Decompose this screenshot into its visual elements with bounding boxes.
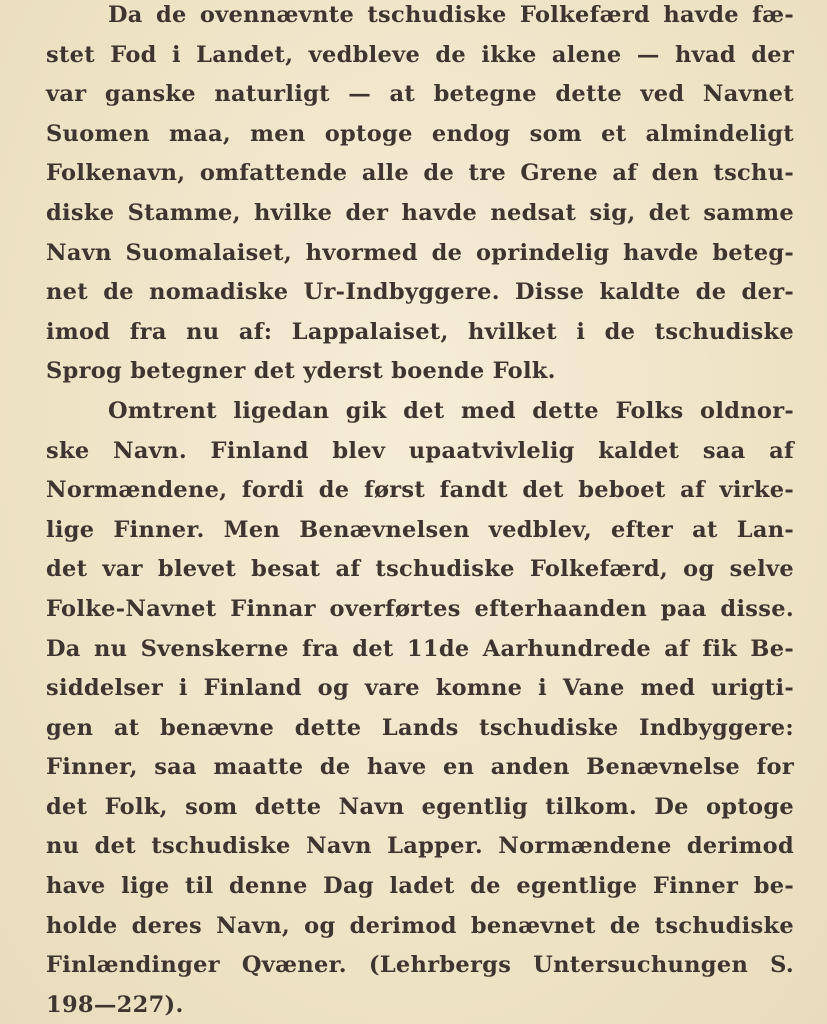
text-line: imod fra nu af: Lappalaiset, hvilket i de tschudiske (46, 318, 794, 345)
text-line: diske Stamme, hvilke der havde nedsat sig, det samme (46, 199, 794, 226)
paragraph-2 (46, 396, 794, 1024)
text-line: net de nomadiske Ur-Indbyggere. Disse kaldte de der- (46, 279, 794, 306)
text-column (46, 0, 794, 1024)
text-line: Finlændinger Qvæner. (Lehrbergs Untersuchungen S. (46, 952, 794, 979)
text-line: Navn Suomalaiset, hvormed de oprindelig havde beteg- (46, 239, 794, 266)
text-line: gen at benævne dette Lands tschudiske Indbyggere: (46, 714, 794, 741)
text-line: stet Fod i Landet, vedbleve de ikke alene — hvad der (46, 41, 794, 68)
text-line: Finner, saa maatte de have en anden Benævnelse for (46, 754, 794, 781)
text-line: 198—227). (46, 991, 184, 1018)
text-line: det Folk, som dette Navn egentlig tilkom. De optoge (46, 793, 794, 820)
paragraph-1 (46, 0, 794, 396)
text-line: det var blevet besat af tschudiske Folkefærd, og selve (46, 556, 794, 583)
text-line: Da de ovennævnte tschudiske Folkefærd havde fæ- (108, 2, 794, 28)
text-line: Normændene, fordi de først fandt det beboet af virke- (46, 477, 794, 504)
text-line: Folkenavn, omfattende alle de tre Grene af den tschu- (46, 160, 794, 187)
text-line: Suomen maa, men optoge endog som et almindeligt (46, 120, 794, 147)
text-line: siddelser i Finland og vare komne i Vane med urigti- (46, 675, 794, 702)
text-line: ske Navn. Finland blev upaatvivlelig kaldet saa af (46, 437, 794, 464)
text-line: lige Finner. Men Benævnelsen vedblev, efter at Lan- (46, 516, 794, 543)
text-line: Sprog betegner det yderst boende Folk. (46, 358, 556, 385)
text-line: have lige til denne Dag ladet de egentlige Finner be- (46, 873, 794, 900)
text-line: holde deres Navn, og derimod benævnet de tschudiske (46, 912, 794, 939)
text-line: nu det tschudiske Navn Lapper. Normændene derimod (46, 833, 794, 860)
text-line: Omtrent ligedan gik det med dette Folks oldnor- (108, 397, 794, 424)
text-line: var ganske naturligt — at betegne dette ved Navnet (46, 81, 794, 108)
text-line: Folke-Navnet Finnar overførtes efterhaanden paa disse. (46, 595, 794, 622)
text-line: Da nu Svenskerne fra det 11de Aarhundrede af fik Be- (46, 635, 794, 662)
